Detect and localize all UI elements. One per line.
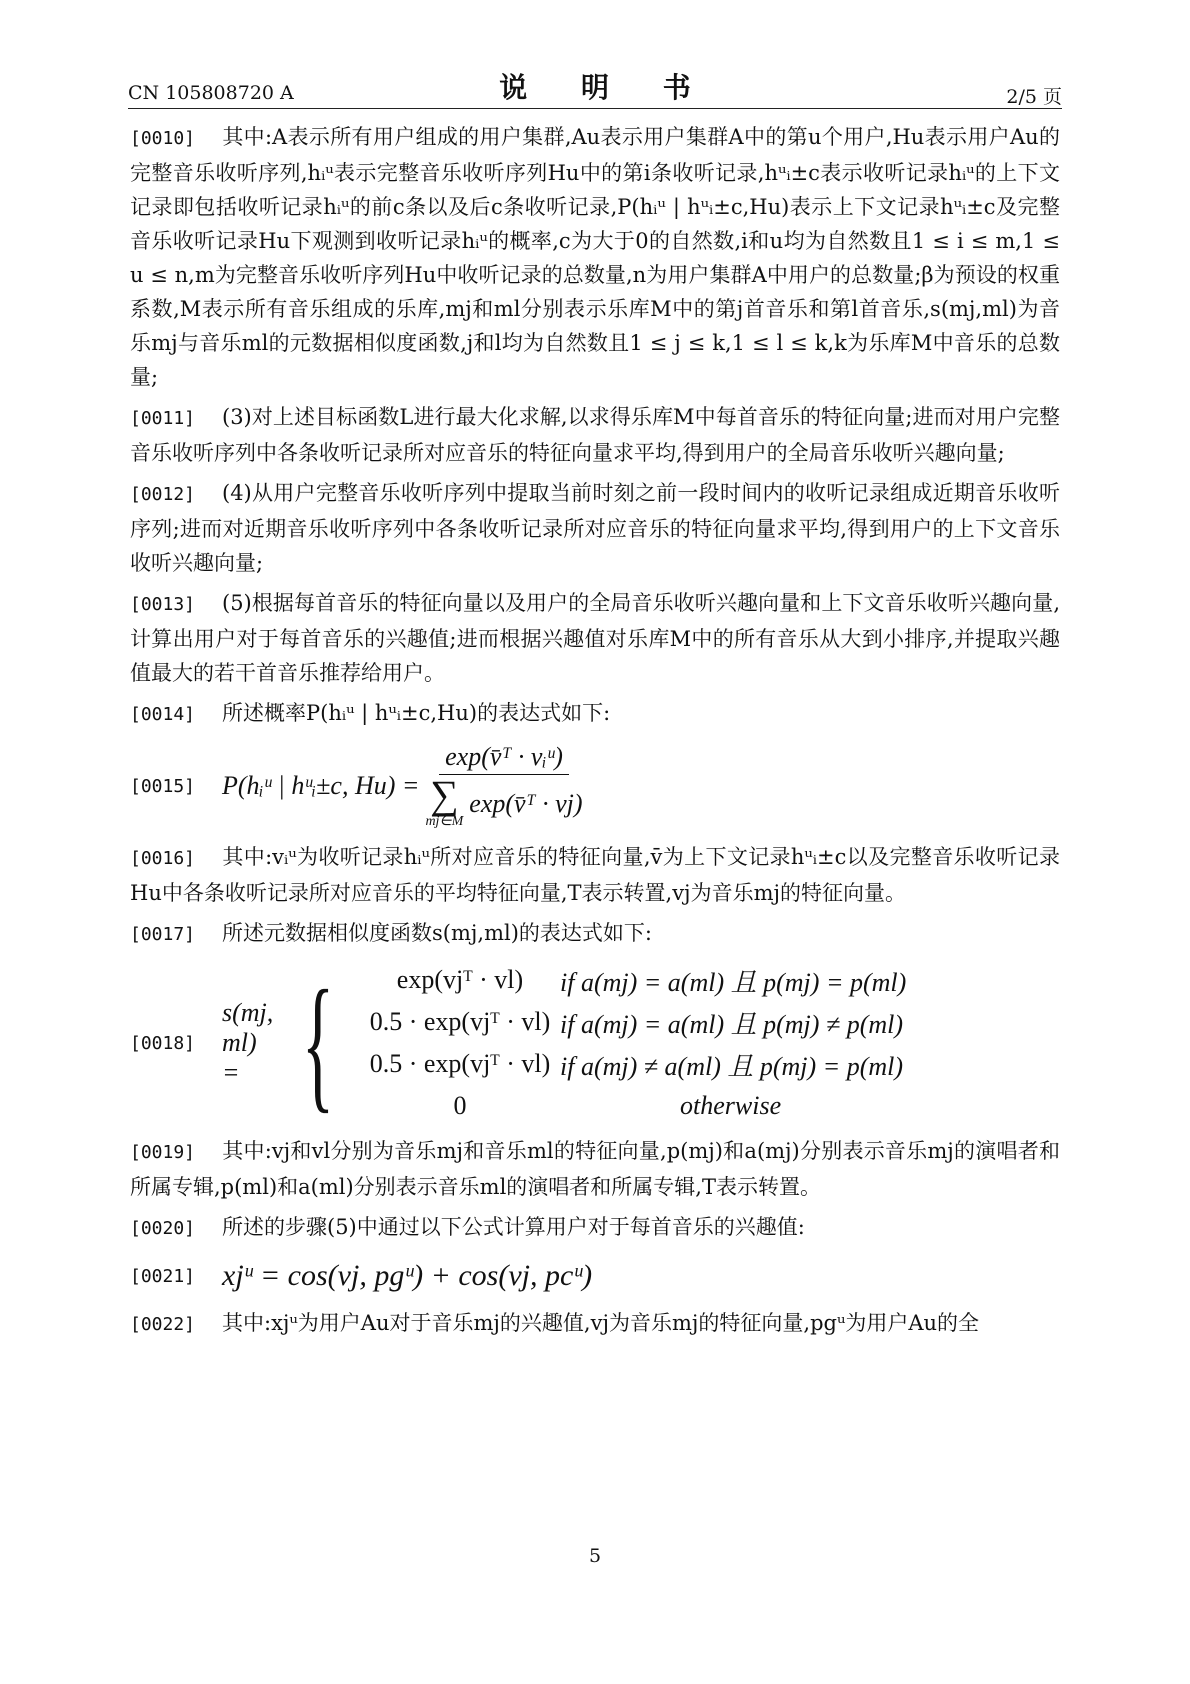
formula-0015	[130, 738, 1060, 834]
paragraph-0016	[130, 840, 1060, 910]
case-row	[360, 1043, 1060, 1085]
paragraph-number: [0014]	[130, 704, 196, 725]
paragraph-text: 其中:vj和vl分别为音乐mj和音乐ml的特征向量,p(mj)和a(mj)分别表示音乐mj的演唱者和所属专辑,p(ml)和a(ml)分别表示音乐ml的演唱者和所属专辑,T表示转置。	[130, 1139, 1060, 1199]
paragraph-text: (5)根据每首音乐的特征向量以及用户的全局音乐收听兴趣向量和上下文音乐收听兴趣向量,计算出用户对于每首音乐的兴趣值;进而根据兴趣值对乐库M中的所有音乐从大到小排序,并提取兴趣值最大的若干首音乐推荐给用户。	[130, 591, 1060, 685]
formula-lhs: P(hᵢᵘ | hᵘᵢ±c, Hu) =	[222, 771, 420, 800]
paragraph-number: [0016]	[130, 848, 196, 869]
paragraph-0017	[130, 916, 1060, 952]
paragraph-0022	[130, 1306, 1060, 1342]
paragraph-0013	[130, 586, 1060, 690]
page-header	[128, 66, 1062, 110]
case-value: 0	[453, 1091, 467, 1120]
paragraph-text: 所述的步骤(5)中通过以下公式计算用户对于每首音乐的兴趣值:	[222, 1215, 805, 1239]
paragraph-0012	[130, 476, 1060, 580]
page-body	[130, 120, 1060, 1348]
case-value: 0.5 · exp(vjᵀ · vl)	[369, 1007, 551, 1036]
formula-fraction	[425, 742, 582, 830]
similarity-formula	[222, 959, 1060, 1127]
paragraph-text: 其中:A表示所有用户组成的用户集群,Au表示用户集群A中的第u个用户,Hu表示用户Au的完整音乐收听序列,hᵢᵘ表示完整音乐收听序列Hu中的第i条收听记录,hᵘᵢ±c表示收听记录hᵢᵘ的上下文记录即包括收听记录hᵢᵘ的前c条以及后c条收听记录,P(hᵢᵘ | hᵘᵢ±c,Hu)表示上下文记录hᵘᵢ±c及完整音乐收听记录Hu下观测到收听记录hᵢᵘ的概率,c为大于0的自然数,i和u均为自然数且1 ≤ i ≤ m,1 ≤ u ≤ n,m为完整音乐收听序列Hu中收听记录的总数量,n为用户集群A中用户的总数量;β为预设的权重系数,M表示所有音乐组成的乐库,mj和ml分别表示乐库M中的第j首音乐和第l首音乐,s(mj,ml)为音乐mj与音乐ml的元数据相似度函数,j和l均为自然数且1 ≤ j ≤ k,1 ≤ l ≤ k,k为乐库M中音乐的总数量;	[130, 125, 1060, 389]
left-brace: {	[301, 960, 335, 1126]
paragraph-0019	[130, 1134, 1060, 1204]
case-row	[360, 1001, 1060, 1043]
header-rule	[128, 108, 1062, 109]
case-row	[360, 959, 1060, 1001]
paragraph-number: [0018]	[130, 1032, 196, 1054]
paragraph-0020	[130, 1210, 1060, 1246]
paragraph-number: [0010]	[130, 128, 196, 149]
paragraph-text: 其中:xjᵘ为用户Au对于音乐mj的兴趣值,vj为音乐mj的特征向量,pgᵘ为用户Au的全	[222, 1311, 980, 1335]
formula-denominator: exp(v̄ᵀ · vj)	[469, 788, 583, 818]
paragraph-number: [0012]	[130, 484, 196, 505]
case-condition: if a(mj) ≠ a(ml) 且 p(mj) = p(ml)	[560, 1051, 904, 1081]
summation-index: mj∈M	[425, 814, 464, 829]
paragraph-number: [0021]	[130, 1265, 196, 1287]
formula-0021	[130, 1252, 1060, 1300]
paragraph-text: 所述概率P(hᵢᵘ | hᵘᵢ±c,Hu)的表达式如下:	[222, 701, 611, 725]
formula-lhs: s(mj, ml) =	[222, 998, 274, 1087]
formula-numerator: exp(v̄ᵀ · vᵢᵘ)	[439, 742, 569, 775]
paragraph-number: [0017]	[130, 924, 196, 945]
probability-formula	[222, 742, 589, 830]
paragraph-number: [0015]	[130, 775, 196, 797]
summation-symbol: ∑ mj∈M	[425, 772, 464, 829]
paragraph-0014	[130, 696, 1060, 732]
paragraph-text: (3)对上述目标函数L进行最大化求解,以求得乐库M中每首音乐的特征向量;进而对用户完整音乐收听序列中各条收听记录所对应音乐的特征向量求平均,得到用户的全局音乐收听兴趣向量;	[130, 405, 1060, 465]
doc-title: 说 明 书	[499, 71, 713, 104]
case-value: 0.5 · exp(vjᵀ · vl)	[369, 1049, 551, 1078]
formula-denominator-row	[425, 772, 583, 830]
paragraph-text: 其中:vᵢᵘ为收听记录hᵢᵘ所对应音乐的特征向量,v̄为上下文记录hᵘᵢ±c以及完整音乐收听记录Hu中各条收听记录所对应音乐的平均特征向量,T表示转置,vj为音乐mj的特征向量。	[130, 845, 1060, 905]
paragraph-0010	[130, 120, 1060, 394]
doc-number: CN 105808720 A	[128, 82, 294, 104]
paragraph-number: [0011]	[130, 408, 196, 429]
case-value: exp(vjᵀ · vl)	[396, 965, 524, 994]
case-condition: if a(mj) = a(ml) 且 p(mj) ≠ p(ml)	[560, 1009, 904, 1039]
paragraph-text: 所述元数据相似度函数s(mj,ml)的表达式如下:	[222, 921, 652, 945]
formula-0018	[130, 958, 1060, 1128]
paragraph-number: [0020]	[130, 1218, 196, 1239]
paragraph-text: (4)从用户完整音乐收听序列中提取当前时刻之前一段时间内的收听记录组成近期音乐收听序列;进而对近期音乐收听序列中各条收听记录所对应音乐的特征向量求平均,得到用户的上下文音乐收听兴趣向量;	[130, 481, 1060, 575]
paragraph-number: [0019]	[130, 1142, 196, 1163]
paragraph-number: [0022]	[130, 1314, 196, 1335]
interest-formula: xjᵘ = cos(vj, pgᵘ) + cos(vj, pcᵘ)	[222, 1259, 593, 1292]
paragraph-0011	[130, 400, 1060, 470]
page-indicator: 2/5 页	[1006, 86, 1062, 108]
case-condition: if a(mj) = a(ml) 且 p(mj) = p(ml)	[560, 967, 907, 997]
case-condition: otherwise	[680, 1091, 782, 1120]
case-rows	[360, 959, 1060, 1127]
case-row	[360, 1085, 1060, 1127]
page-number: 5	[588, 1545, 602, 1567]
paragraph-number: [0013]	[130, 594, 196, 615]
